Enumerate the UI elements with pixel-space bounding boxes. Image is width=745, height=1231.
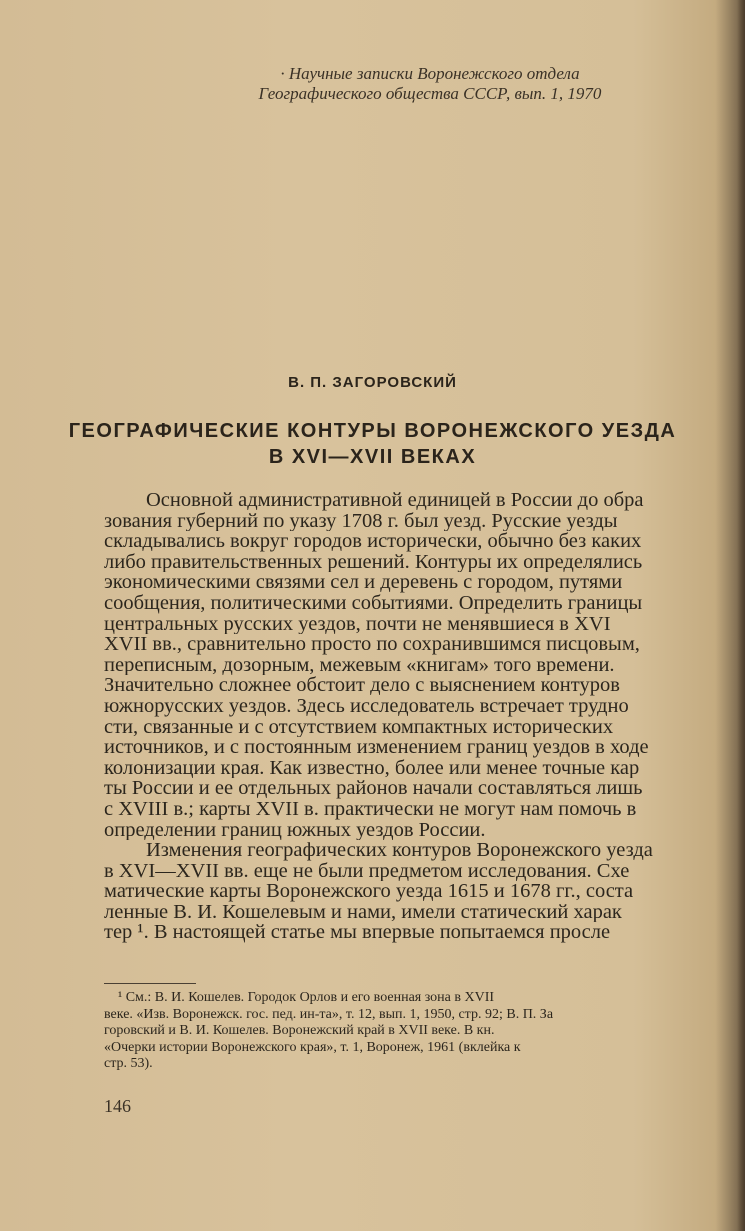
footnote-line: горовский и В. И. Кошелев. Воронежский край в XVII веке. В кн. <box>104 1023 495 1039</box>
body-line: источников, и с постоянным изменением границ уездов в ходе <box>104 737 649 758</box>
body-line: Значительно сложнее обстоит дело с выяснением контуров <box>104 675 620 696</box>
body-line: колонизации края. Как известно, более или менее точные кар <box>104 757 640 779</box>
body-line: определении границ южных уездов России. <box>104 819 486 841</box>
footnote-line: стр. 53). <box>104 1056 153 1072</box>
body-line: экономическими связями сел и деревень с городом, путями <box>104 572 623 593</box>
footnote-line: «Очерки истории Воронежского края», т. 1, Воронеж, 1961 (вклейка к <box>104 1039 521 1055</box>
footnote-divider <box>104 983 196 984</box>
article-body <box>104 490 734 943</box>
body-line: ленные В. И. Кошелевым и нами, имели статический харак <box>104 901 622 923</box>
page-number: 146 <box>104 1096 131 1116</box>
body-line: зования губерний по указу 1708 г. был уезд. Русские уезды <box>104 510 618 532</box>
footnote-line: ¹ См.: В. И. Кошелев. Городок Орлов и его военная зона в XVII <box>118 990 495 1005</box>
body-line: тер ¹. В настоящей статье мы впервые попытаемся просле <box>104 922 611 944</box>
footnote-line: веке. «Изв. Воронежск. гос. пед. ин-та», т. 12, вып. 1, 1950, стр. 92; В. П. За <box>104 1006 554 1022</box>
body-line: Основной административной единицей в России до обра <box>146 490 644 511</box>
body-line: ты России и ее отдельных районов начали составляться лишь <box>104 778 643 799</box>
body-line: сти, связанные и с отсутствием компактных исторических <box>104 716 614 738</box>
page-edge-shadow <box>737 0 745 1231</box>
body-line: с XVIII в.; карты XVII в. практически не могут нам помочь в <box>104 798 637 820</box>
body-line: переписным, дозорным, межевым «книгам» того времени. <box>104 654 615 676</box>
article-title-line-2: В XVI—XVII ВЕКАХ <box>268 446 477 468</box>
article-title-line-1: ГЕОГРАФИЧЕСКИЕ КОНТУРЫ ВОРОНЕЖСКОГО УЕЗДА <box>68 420 677 442</box>
body-line: Изменения географических контуров Воронежского уезда <box>146 840 653 861</box>
journal-header-line-1: · Научные записки Воронежского отдела <box>280 64 580 83</box>
body-line: матические карты Воронежского уезда 1615 и 1678 гг., соста <box>104 881 634 902</box>
body-line: складывались вокруг городов исторически, обычно без каких <box>104 531 642 552</box>
body-line: южнорусских уездов. Здесь исследователь встречает трудно <box>104 695 629 717</box>
body-line: XVII вв., сравнительно просто по сохранившимся писцовым, <box>104 634 640 655</box>
journal-header-line-2: Географического общества СССР, вып. 1, 1970 <box>258 84 602 103</box>
footnote <box>104 990 736 1073</box>
article-title <box>0 418 745 470</box>
body-line: в XVI—XVII вв. еще не были предметом исследования. Схе <box>104 860 630 882</box>
body-line: центральных русских уездов, почти не менявшиеся в XVI <box>104 613 611 635</box>
journal-header <box>200 64 660 104</box>
article-author: В. П. ЗАГОРОВСКИЙ <box>288 374 457 391</box>
body-line: сообщения, политическими событиями. Определить границы <box>104 592 643 614</box>
body-line: либо правительственных решений. Контуры их определялись <box>104 551 643 573</box>
